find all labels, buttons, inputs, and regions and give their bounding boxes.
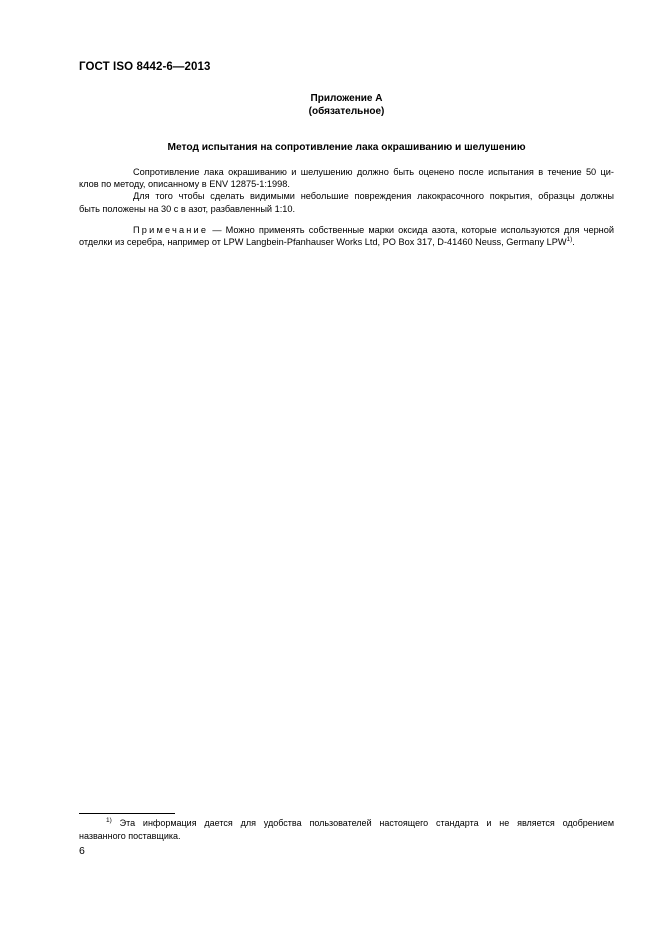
- note-line: [79, 224, 614, 236]
- paragraph-line: Для того чтобы сделать видимыми небольшие повреждения лакокрасочного покрытия, образцы должны: [133, 191, 614, 202]
- annex-status: (обязательное): [308, 106, 385, 117]
- paragraph-stain-resistance: [79, 166, 614, 190]
- paragraph-nitrogen-immersion: [79, 190, 614, 214]
- footnote-line: [79, 817, 614, 830]
- body-text: [79, 166, 614, 248]
- page-number: 6: [79, 845, 85, 857]
- footnote-reference: 1): [566, 236, 573, 244]
- note-paragraph: [79, 224, 614, 248]
- note-dash: —: [208, 224, 226, 235]
- note-text: отделки из серебра, например от LPW Langbein-Pfanhauser Works Ltd, PO Box 317, D-41460 Neuss, Germany LPW: [79, 237, 567, 248]
- annex-heading: [79, 92, 614, 118]
- footnote-text: Эта информация дается для удобства пользователей настоящего стандарта и не является одобрением: [111, 818, 614, 828]
- paragraph-line: клов по методу, описанному в ENV 12875-1:1998.: [79, 179, 290, 190]
- paragraph-line: быть положены на 30 с в азот, разбавленный 1:10.: [79, 203, 296, 214]
- standard-code-header: ГОСТ ISO 8442-6—2013: [79, 61, 211, 73]
- section-title: Метод испытания на сопротивление лака окрашиванию и шелушению: [167, 142, 526, 153]
- footnote-marker: 1): [106, 817, 112, 824]
- paragraph-line: Сопротивление лака окрашиванию и шелушению должно быть оценено после испытания в течение 50 ци-: [133, 167, 614, 177]
- footnote-divider: [79, 813, 175, 814]
- footnote-line: названного поставщика.: [79, 830, 181, 841]
- annex-title: Приложение А: [310, 93, 383, 104]
- note-label: Примечание: [133, 224, 209, 235]
- note-line: отделки из серебра, например от LPW Langbein-Pfanhauser Works Ltd, PO Box 317, D-41460 Neuss, Germany LPW$^{1)}$.: [79, 236, 575, 248]
- note-text: Можно применять собственные марки оксида азота, которые используются для черной: [225, 224, 614, 235]
- footnote: [79, 817, 614, 842]
